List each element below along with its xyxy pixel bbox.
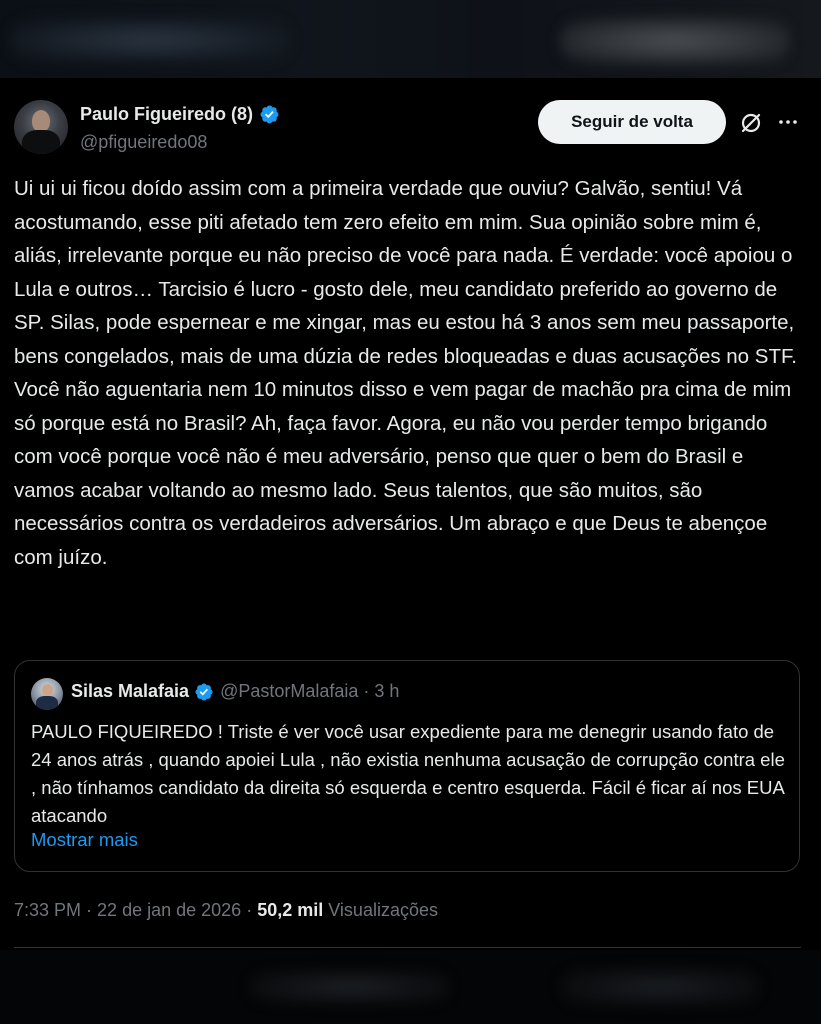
more-options-icon[interactable] bbox=[776, 110, 800, 134]
show-more-link[interactable]: Mostrar mais bbox=[31, 829, 138, 850]
avatar-body bbox=[22, 130, 60, 154]
divider bbox=[14, 947, 801, 948]
blurred-header bbox=[0, 0, 821, 78]
follow-back-button[interactable]: Seguir de volta bbox=[538, 100, 726, 144]
tweet-time[interactable]: 7:33 PM bbox=[14, 900, 82, 920]
author-avatar[interactable] bbox=[14, 100, 68, 154]
tweet-meta bbox=[14, 900, 438, 921]
quote-avatar-face bbox=[42, 684, 53, 696]
tweet-date[interactable]: 22 de jan de 2026 bbox=[97, 900, 242, 920]
quote-avatar-body bbox=[36, 696, 58, 710]
meta-separator-1: · bbox=[81, 900, 98, 920]
avatar-face bbox=[32, 110, 50, 132]
author-handle[interactable]: @pfigueiredo08 bbox=[80, 132, 208, 152]
author-name-row bbox=[80, 104, 280, 125]
quote-separator: · bbox=[363, 681, 370, 701]
tweet-container bbox=[0, 78, 821, 950]
tweet-text: Ui ui ui ficou doído assim com a primeira verdade que ouviu? Galvão, sentiu! Vá acostumando, esse piti afetado tem zero efeito em mim. Sua opinião sobre mim é, aliás, irrelevante porque eu não preciso de você para nada. É verdade: você apoiou o Lula e outros… Tarcisio é lucro - gosto dele, meu candidato preferido ao governo de SP. Silas, pode espernear e me xingar, mas eu estou há 3 anos sem meu passaporte, bens congelados, mais de uma dúzia de redes bloqueadas e duas acusações no STF. Você não aguentaria nem 10 minutos disso e vem pagar de machão pra cima de mim só porque está no Brasil? Ah, faça favor. Agora, eu não vou perder tempo brigando com você porque você não é meu adversário, penso que quer o bem do Brasil e vamos acabar voltando ao mesmo lado. Seus talentos, que são muitos, são necessários contra os verdadeiros adversários. Um abraço e que Deus te abençoe com juízo. bbox=[14, 177, 797, 569]
blurred-action-bar bbox=[0, 950, 821, 1024]
views-count: 50,2 mil bbox=[257, 900, 324, 920]
quote-text: PAULO FIQUEIREDO ! Triste é ver você usar expediente para me denegrir usando fato de 24 anos atrás , quando apoiei Lula , não existia nenhuma acusação de corrupção contra ele , não tínhamos candidato da direita só esquerda e centro esquerda. Fácil é ficar aí nos EUA atacando bbox=[31, 721, 785, 826]
quoted-tweet[interactable] bbox=[14, 660, 800, 872]
quote-verified-badge-icon bbox=[194, 682, 214, 702]
author-display-name[interactable]: Paulo Figueiredo (8) bbox=[80, 104, 254, 124]
quote-author-avatar[interactable] bbox=[31, 678, 63, 710]
blurred-action-2 bbox=[560, 968, 760, 1006]
quote-author-handle[interactable]: @PastorMalafaia bbox=[220, 681, 359, 701]
quote-timestamp[interactable]: 3 h bbox=[374, 681, 400, 701]
meta-separator-2: · bbox=[241, 900, 258, 920]
blurred-action-1 bbox=[250, 970, 450, 1004]
blurred-back-nav bbox=[10, 18, 290, 62]
views-label: Visualizações bbox=[328, 900, 438, 920]
grok-icon[interactable] bbox=[738, 110, 764, 136]
verified-badge-icon bbox=[259, 104, 280, 125]
quote-author-name[interactable]: Silas Malafaia bbox=[71, 681, 190, 701]
quote-header bbox=[71, 681, 399, 702]
blurred-header-button bbox=[560, 18, 790, 64]
